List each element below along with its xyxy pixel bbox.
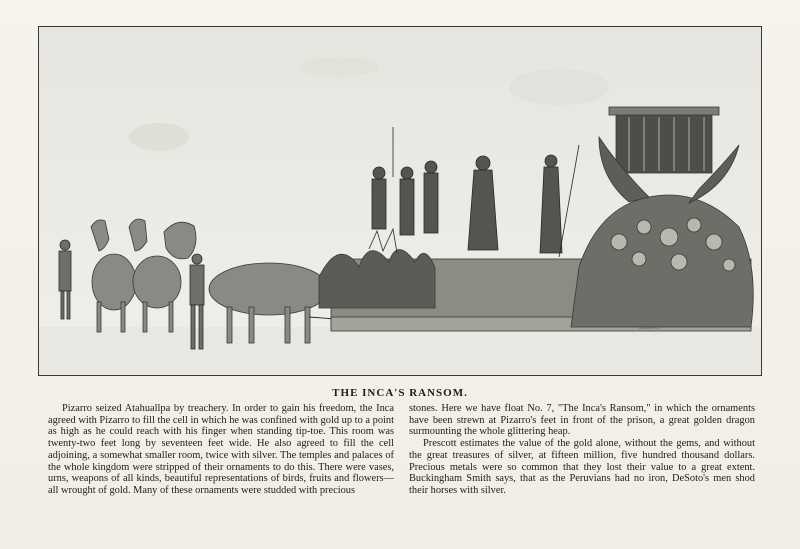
paragraph: Pizarro seized Atahuallpa by treachery. In order to gain his freedom, the Inca agreed with Pizarro to fill the cell in which he was confined with gold up to a point as high as he could reach with his finger when standing tip-toe. This room was twenty-two feet long by seventeen feet wide. He also agreed to fill the cell adjoining, a somewhat smaller room, twice with silver. The temples and palaces of the whole kingdom were stripped of their ornaments to do this. There were vases, urns, weapons of all kinds, beautiful representations of birds, fruits and flowers—all wrought of gold. Many of these ornaments were studded with precious	[48, 403, 394, 496]
illustration-plate	[38, 26, 762, 376]
illustration	[39, 27, 761, 375]
figure-caption: THE INCA'S RANSOM.	[332, 387, 468, 399]
engraver-signature: ENGRAVED FOR ...	[639, 327, 662, 330]
text-column-right	[409, 403, 755, 497]
paragraph: Prescott estimates the value of the gold alone, without the gems, and without the great treasures of silver, at fifteen million, five hundred thousand dollars. Precious metals were so common that they lost their value to a great extent. Buckingham Smith says, that as the Peruvians had no iron, DeSoto's men shod their horses with silver.	[409, 438, 755, 496]
text-column-left	[48, 403, 394, 497]
paragraph: stones. Here we have float No. 7, "The Inca's Ransom," in which the ornaments have been strewn at Pizarro's feet in front of the prison, a great golden dragon surmounting the whole glittering heap.	[409, 403, 755, 438]
